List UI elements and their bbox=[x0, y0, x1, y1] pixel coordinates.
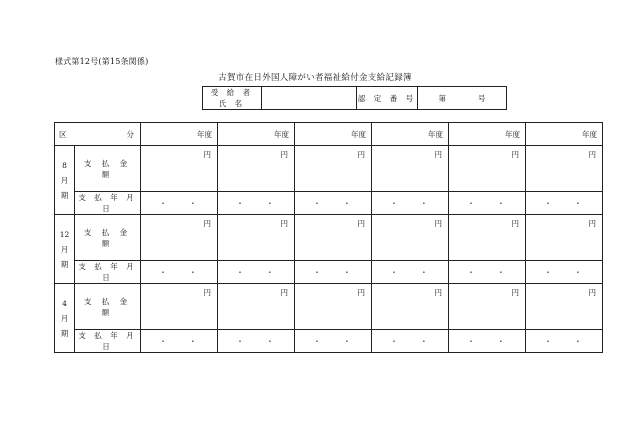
date-cell[interactable]: ・ ・ bbox=[449, 330, 526, 353]
amount-label: 支 払 金 額 bbox=[75, 284, 141, 330]
date-label: 支 払 年 月 日 bbox=[75, 330, 141, 353]
kubun-left: 区 bbox=[59, 130, 67, 139]
date-label: 支 払 年 月 日 bbox=[75, 261, 141, 284]
amount-cell[interactable]: 円 bbox=[295, 215, 372, 261]
period-month: 12 bbox=[59, 229, 70, 239]
amount-cell[interactable]: 円 bbox=[141, 284, 218, 330]
period-month-unit: 月 bbox=[60, 313, 69, 323]
amount-cell[interactable]: 円 bbox=[218, 146, 295, 192]
period-ki: 期 bbox=[60, 259, 69, 269]
amount-cell[interactable]: 円 bbox=[372, 215, 449, 261]
period-cell bbox=[55, 215, 75, 284]
amount-row bbox=[55, 146, 603, 192]
amount-cell[interactable]: 円 bbox=[526, 215, 603, 261]
amount-cell[interactable]: 円 bbox=[526, 284, 603, 330]
date-cell[interactable]: ・ ・ bbox=[295, 261, 372, 284]
date-label: 支 払 年 月 日 bbox=[75, 192, 141, 215]
header-row bbox=[55, 123, 603, 146]
date-cell[interactable]: ・ ・ bbox=[372, 330, 449, 353]
recipient-name-label: 受 給 者 氏 名 bbox=[203, 87, 262, 110]
amount-label: 支 払 金 額 bbox=[75, 215, 141, 261]
certification-number-field[interactable] bbox=[418, 87, 507, 110]
cert-prefix: 第 bbox=[438, 93, 446, 103]
date-cell[interactable]: ・ ・ bbox=[372, 192, 449, 215]
amount-cell[interactable]: 円 bbox=[141, 215, 218, 261]
recipient-name-field[interactable] bbox=[262, 87, 357, 110]
amount-label: 支 払 金 額 bbox=[75, 146, 141, 192]
date-cell[interactable]: ・ ・ bbox=[449, 261, 526, 284]
amount-cell[interactable]: 円 bbox=[372, 146, 449, 192]
date-cell[interactable]: ・ ・ bbox=[449, 192, 526, 215]
amount-cell[interactable]: 円 bbox=[141, 146, 218, 192]
period-cell bbox=[55, 284, 75, 353]
period-ki: 期 bbox=[60, 190, 69, 200]
year-header[interactable]: 年度 bbox=[141, 123, 218, 146]
amount-cell[interactable]: 円 bbox=[449, 215, 526, 261]
period-cell bbox=[55, 146, 75, 215]
recipient-info-table bbox=[202, 86, 507, 110]
amount-cell[interactable]: 円 bbox=[295, 146, 372, 192]
date-cell[interactable]: ・ ・ bbox=[141, 330, 218, 353]
period-month: 4 bbox=[62, 298, 67, 308]
date-row bbox=[55, 330, 603, 353]
kubun-header bbox=[55, 123, 141, 146]
amount-cell[interactable]: 円 bbox=[218, 284, 295, 330]
date-row bbox=[55, 261, 603, 284]
year-header[interactable]: 年度 bbox=[449, 123, 526, 146]
amount-row bbox=[55, 284, 603, 330]
period-ki: 期 bbox=[60, 328, 69, 338]
date-cell[interactable]: ・ ・ bbox=[218, 261, 295, 284]
amount-cell[interactable]: 円 bbox=[295, 284, 372, 330]
date-cell[interactable]: ・ ・ bbox=[526, 330, 603, 353]
year-header[interactable]: 年度 bbox=[526, 123, 603, 146]
year-header[interactable]: 年度 bbox=[372, 123, 449, 146]
date-cell[interactable]: ・ ・ bbox=[295, 330, 372, 353]
year-header[interactable]: 年度 bbox=[295, 123, 372, 146]
payment-ledger-table bbox=[54, 122, 603, 353]
date-cell[interactable]: ・ ・ bbox=[141, 192, 218, 215]
amount-cell[interactable]: 円 bbox=[372, 284, 449, 330]
date-cell[interactable]: ・ ・ bbox=[526, 192, 603, 215]
date-cell[interactable]: ・ ・ bbox=[218, 192, 295, 215]
kubun-right: 分 bbox=[126, 130, 134, 139]
amount-cell[interactable]: 円 bbox=[526, 146, 603, 192]
document-title: 古賀市在日外国人障がい者福祉給付金支給記録簿 bbox=[218, 73, 412, 83]
certification-number-label: 認 定 番 号 bbox=[357, 87, 418, 110]
date-cell[interactable]: ・ ・ bbox=[526, 261, 603, 284]
amount-cell[interactable]: 円 bbox=[218, 215, 295, 261]
cert-suffix: 号 bbox=[478, 93, 486, 103]
year-header[interactable]: 年度 bbox=[218, 123, 295, 146]
date-row bbox=[55, 192, 603, 215]
amount-cell[interactable]: 円 bbox=[449, 146, 526, 192]
period-month-unit: 月 bbox=[60, 244, 69, 254]
period-month-unit: 月 bbox=[60, 175, 69, 185]
period-month: 8 bbox=[62, 160, 67, 170]
date-cell[interactable]: ・ ・ bbox=[295, 192, 372, 215]
date-cell[interactable]: ・ ・ bbox=[141, 261, 218, 284]
form-number: 様式第12号(第15条関係) bbox=[55, 57, 149, 66]
amount-row bbox=[55, 215, 603, 261]
date-cell[interactable]: ・ ・ bbox=[218, 330, 295, 353]
date-cell[interactable]: ・ ・ bbox=[372, 261, 449, 284]
amount-cell[interactable]: 円 bbox=[449, 284, 526, 330]
